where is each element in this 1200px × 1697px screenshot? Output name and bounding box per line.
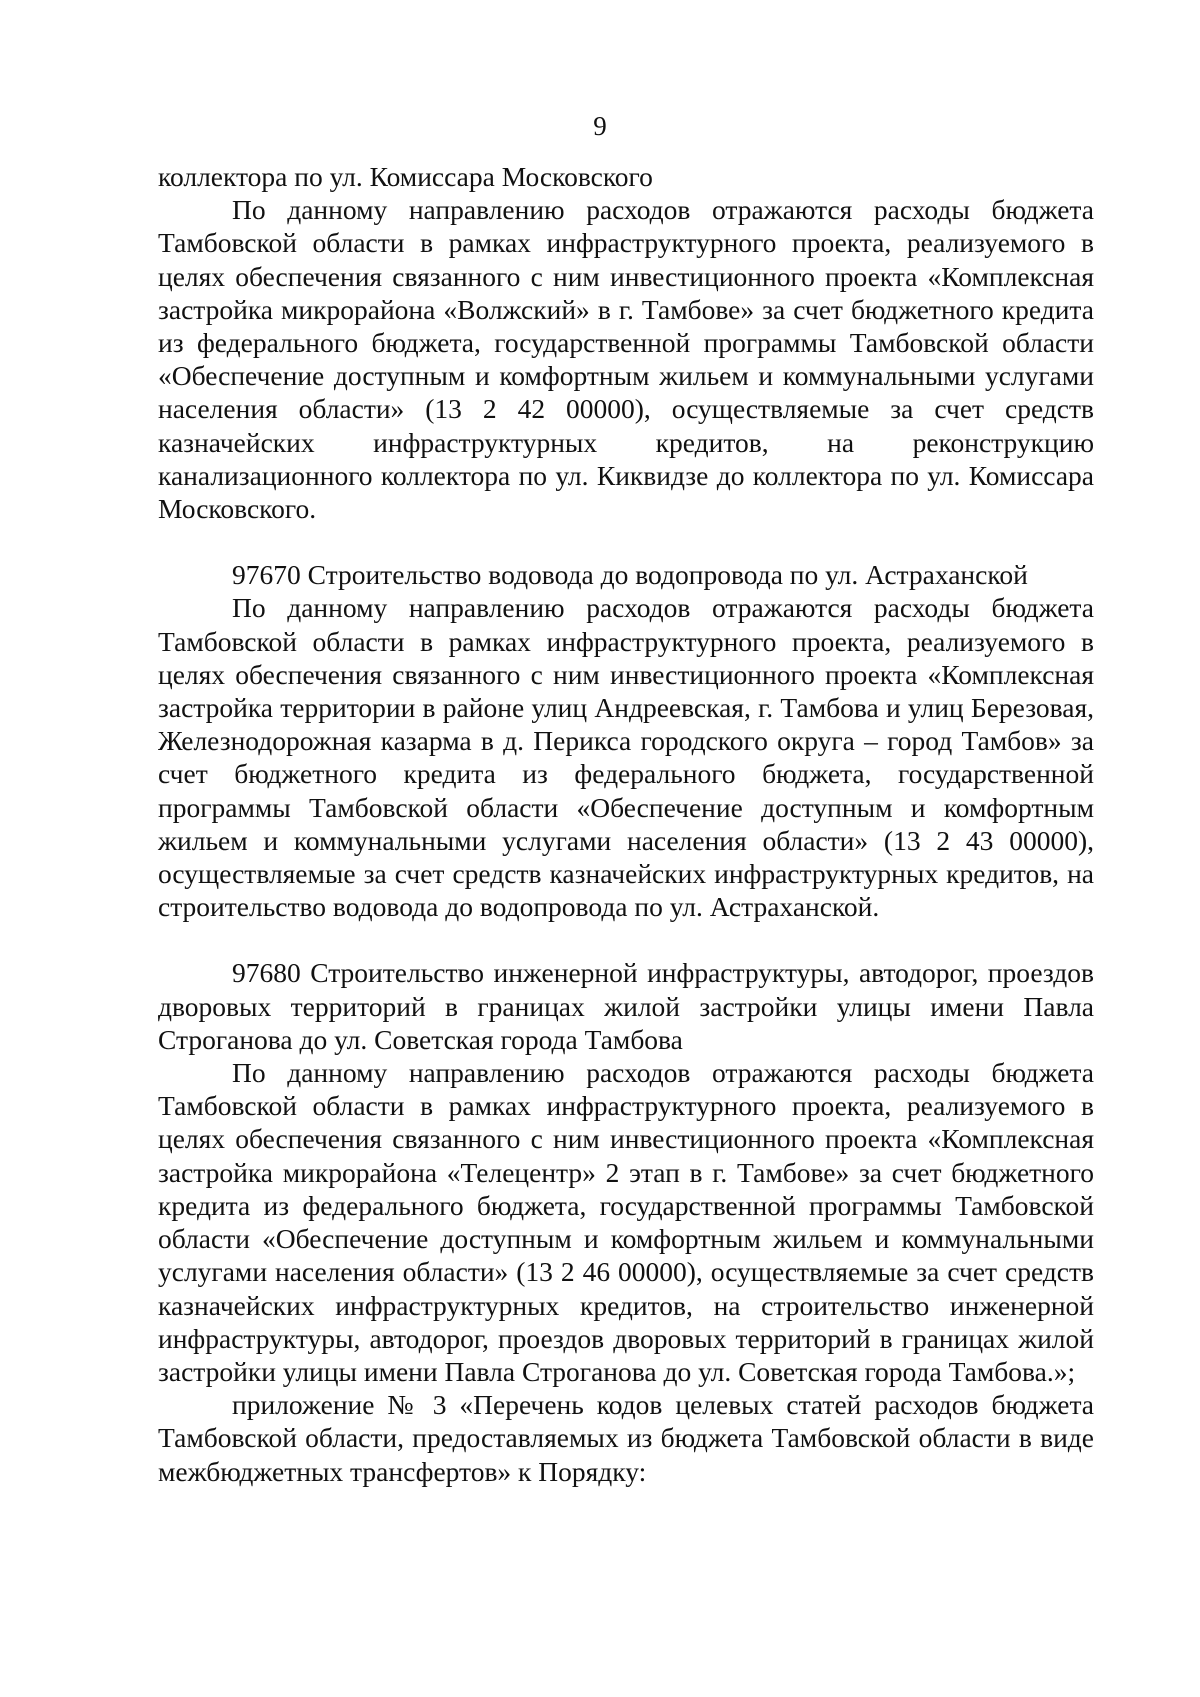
section-heading-97680: 97680 Строительство инженерной инфраструктуры, автодорог, проездов дворовых территорий в границах жилой застройки улицы имени Павла Строганова до ул. Советская города Тамбова	[158, 957, 1094, 1055]
page-number: 9	[593, 111, 607, 141]
section-heading-97670: 97670 Строительство водовода до водопровода по ул. Астраханской	[232, 559, 1028, 591]
paragraph-description: По данному направлению расходов отражаются расходы бюджета Тамбовской области в рамках инфраструктурного проекта, реализуемого в целях обеспечения связанного с ним инвестиционного проекта «Комплексная застройка микрорайона «Волжский» в г. Тамбове» за счет бюджетного кредита из федерального бюджета, государственной программы Тамбовской области «Обеспечение доступным и комфортным жильем и коммунальными услугами населения области» (13 2 42 00000), осуществляемые за счет средств казначейских инфраструктурных кредитов, на реконструкцию канализационного коллектора по ул. Киквидзе до коллектора по ул. Комиссара Московского.	[158, 194, 1094, 525]
paragraph-appendix-reference: приложение № 3 «Перечень кодов целевых статей расходов бюджета Тамбовской области, предоставляемых из бюджета Тамбовской области в виде межбюджетных трансфертов» к Порядку:	[158, 1389, 1094, 1487]
paragraph-continuation: коллектора по ул. Комиссара Московского	[158, 161, 653, 192]
paragraph-description: По данному направлению расходов отражаются расходы бюджета Тамбовской области в рамках инфраструктурного проекта, реализуемого в целях обеспечения связанного с ним инвестиционного проекта «Комплексная застройка микрорайона «Телецентр» 2 этап в г. Тамбове» за счет бюджетного кредита из федерального бюджета, государственной программы Тамбовской области «Обеспечение доступным и комфортным жильем и коммунальными услугами населения области» (13 2 46 00000), осуществляемые за счет средств казначейских инфраструктурных кредитов, на строительство инженерной инфраструктуры, автодорог, проездов дворовых территорий в границах жилой застройки улицы имени Павла Строганова до ул. Советская города Тамбова.»;	[158, 1057, 1094, 1387]
document-body	[158, 160, 1094, 1488]
paragraph-description: По данному направлению расходов отражаются расходы бюджета Тамбовской области в рамках инфраструктурного проекта, реализуемого в целях обеспечения связанного с ним инвестиционного проекта «Комплексная застройка территории в районе улиц Андреевская, г. Тамбова и улиц Березовая, Железнодорожная казарма в д. Перикса городского округа – город Тамбов» за счет бюджетного кредита из федерального бюджета, государственной программы Тамбовской области «Обеспечение доступным и комфортным жильем и коммунальными услугами населения области» (13 2 43 00000), осуществляемые за счет средств казначейских инфраструктурных кредитов, на строительство водовода до водопровода по ул. Астраханской.	[158, 592, 1094, 923]
